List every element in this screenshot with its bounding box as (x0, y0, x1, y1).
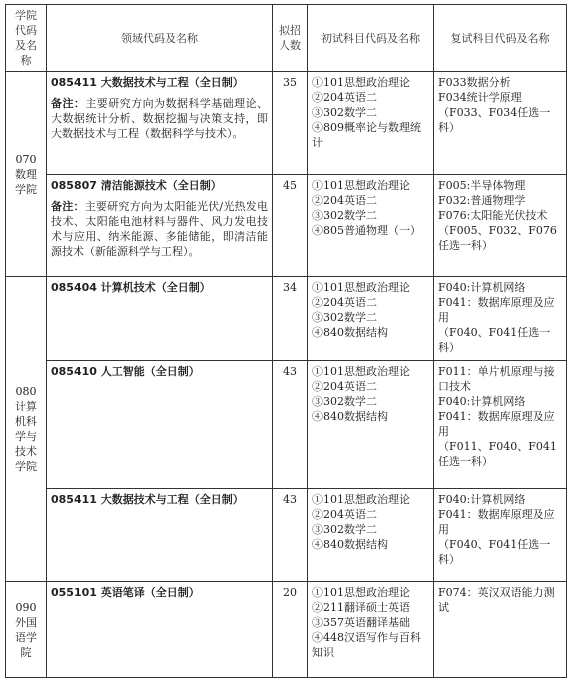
retest-subject: F076:太阳能光伏技术 (438, 209, 548, 222)
header-plan: 拟招人数 (273, 5, 308, 72)
major-name: 人工智能（全日制） (100, 365, 200, 378)
prelim-subject: ④805普通物理（一） (312, 224, 421, 237)
school-cell (6, 582, 47, 678)
retest-subject: （F033、F034任选一科） (438, 106, 551, 134)
table-row (6, 361, 567, 489)
prelim-subject: ②204英语二 (312, 91, 377, 104)
prelim-cell (308, 489, 434, 582)
prelim-subject: ③302数学二 (312, 395, 377, 408)
major-note (51, 96, 268, 141)
note-label: 备注： (51, 97, 86, 110)
table-row (6, 72, 567, 175)
major-name: 清洁能源技术（全日制） (100, 179, 222, 192)
field-cell (47, 277, 273, 361)
retest-cell (434, 361, 567, 489)
major-code: 085807 (51, 179, 97, 192)
major-title (51, 364, 268, 379)
retest-subject: （F040、F041任选一科） (438, 538, 551, 566)
header-retest: 复试科目代码及名称 (434, 5, 567, 72)
table-row (6, 175, 567, 277)
table-row (6, 582, 567, 678)
prelim-cell (308, 175, 434, 277)
prelim-subject: ②204英语二 (312, 194, 377, 207)
retest-subject: （F011、F040、F041任选一科） (438, 440, 557, 468)
retest-subject: F041：数据库原理及应用 (438, 508, 555, 536)
note-text: 主要研究方向为太阳能光伏/光热发电技术、太阳能电池材料与器件、风力发电技术与应用、纳米能源、多能储能，即清洁能源技术（新能源科学与工程）。 (51, 200, 268, 258)
major-name: 计算机技术（全日制） (100, 281, 211, 294)
school-name: 数理学院 (15, 167, 37, 196)
school-name: 计算机科学与技术学院 (15, 400, 37, 473)
major-title (51, 75, 268, 90)
school-code: 080 (15, 385, 37, 398)
field-cell (47, 175, 273, 277)
major-title (51, 280, 268, 295)
plan-count: 43 (273, 489, 308, 582)
retest-subject: （F005、F032、F076任选一科） (438, 224, 557, 252)
major-name: 大数据技术与工程（全日制） (100, 76, 244, 89)
prelim-subject: ①101思想政治理论 (312, 281, 410, 294)
retest-subject: （F040、F041任选一科） (438, 326, 551, 354)
prelim-cell (308, 72, 434, 175)
major-code: 085411 (51, 493, 97, 506)
prelim-subject: ①101思想政治理论 (312, 365, 410, 378)
prelim-cell (308, 277, 434, 361)
school-cell (6, 72, 47, 277)
prelim-cell (308, 361, 434, 489)
table-row (6, 277, 567, 361)
retest-subject: F032:普通物理学 (438, 194, 526, 207)
school-name: 外国语学院 (15, 615, 37, 659)
prelim-subject: ③302数学二 (312, 311, 377, 324)
header-prelim: 初试科目代码及名称 (308, 5, 434, 72)
retest-subject: F041：数据库原理及应用 (438, 410, 555, 438)
field-cell (47, 361, 273, 489)
major-code: 085411 (51, 76, 97, 89)
school-cell (6, 277, 47, 582)
note-text: 主要研究方向为数据科学基础理论、大数据统计分析、数据挖掘与决策支持，即大数据技术与工程（数据科学与技术）。 (51, 97, 269, 140)
table-row (6, 489, 567, 582)
prelim-subject: ①101思想政治理论 (312, 493, 410, 506)
school-code: 070 (15, 152, 37, 166)
field-cell (47, 582, 273, 678)
header-field: 领域代码及名称 (47, 5, 273, 72)
retest-subject: F040:计算机网络 (438, 281, 526, 294)
prelim-subject: ①101思想政治理论 (312, 586, 410, 599)
header-row (6, 5, 567, 72)
major-code: 085404 (51, 281, 97, 294)
major-title (51, 178, 268, 193)
prelim-subject: ④448汉语写作与百科知识 (312, 631, 421, 659)
retest-subject: F011：单片机原理与接口技术 (438, 365, 555, 393)
retest-cell (434, 175, 567, 277)
school-code: 090 (15, 600, 37, 614)
field-cell (47, 489, 273, 582)
plan-count: 34 (273, 277, 308, 361)
prelim-subject: ④809概率论与数理统计 (312, 121, 421, 149)
prelim-subject: ①101思想政治理论 (312, 179, 410, 192)
retest-cell (434, 277, 567, 361)
retest-subject: F034统计学原理 (438, 91, 522, 104)
prelim-subject: ③302数学二 (312, 523, 377, 536)
retest-subject: F040:计算机网络 (438, 395, 526, 408)
plan-count: 35 (273, 72, 308, 175)
prelim-subject: ②204英语二 (312, 296, 377, 309)
retest-subject: F040:计算机网络 (438, 493, 526, 506)
plan-count: 43 (273, 361, 308, 489)
prelim-subject: ③302数学二 (312, 209, 377, 222)
retest-subject: F074：英汉双语能力测试 (438, 586, 555, 614)
major-code: 085410 (51, 365, 97, 378)
retest-cell (434, 582, 567, 678)
prelim-subject: ④840数据结构 (312, 538, 388, 551)
plan-count: 20 (273, 582, 308, 678)
prelim-cell (308, 582, 434, 678)
retest-cell (434, 72, 567, 175)
major-note (51, 199, 268, 259)
prelim-subject: ②204英语二 (312, 508, 377, 521)
major-title (51, 585, 268, 600)
prelim-subject: ④840数据结构 (312, 410, 388, 423)
prelim-subject: ③357英语翻译基础 (312, 616, 410, 629)
prelim-subject: ④840数据结构 (312, 326, 388, 339)
retest-subject: F033数据分析 (438, 76, 511, 89)
retest-subject: F041：数据库原理及应用 (438, 296, 555, 324)
retest-subject: F005:半导体物理 (438, 179, 526, 192)
plan-count: 45 (273, 175, 308, 277)
prelim-subject: ①101思想政治理论 (312, 76, 410, 89)
major-name: 英语笔译（全日制） (100, 586, 200, 599)
retest-cell (434, 489, 567, 582)
note-label: 备注： (51, 200, 85, 213)
prelim-subject: ③302数学二 (312, 106, 377, 119)
major-title (51, 492, 268, 507)
header-school: 学院代码及名称 (6, 5, 47, 72)
field-cell (47, 72, 273, 175)
prelim-subject: ②211翻译硕士英语 (312, 601, 410, 614)
prelim-subject: ②204英语二 (312, 380, 377, 393)
major-code: 055101 (51, 586, 97, 599)
major-name: 大数据技术与工程（全日制） (100, 493, 244, 506)
admissions-table (5, 4, 567, 678)
